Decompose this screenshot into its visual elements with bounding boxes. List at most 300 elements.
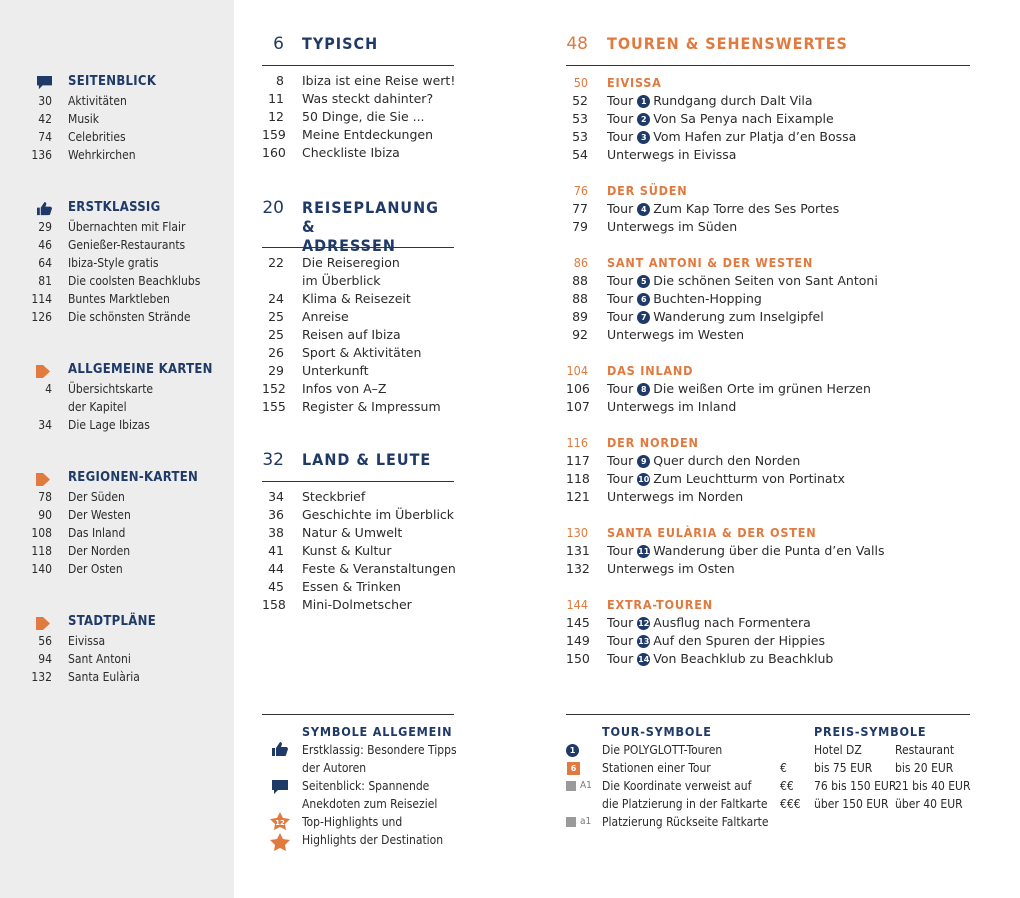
page-number: 26 — [268, 345, 284, 360]
toc-item-label: Register & Impressum — [302, 399, 441, 414]
section-title-line: TYPISCH — [302, 34, 379, 53]
section-page-number: 48 — [566, 34, 588, 54]
section-title — [302, 450, 431, 469]
sidebar-item[interactable] — [0, 398, 234, 416]
tour-item-label: Zum Leuchtturm von Portinatx — [653, 471, 845, 486]
page-number: 159 — [262, 127, 286, 142]
region-title: DAS INLAND — [607, 363, 694, 378]
speech-bubble-icon — [36, 75, 53, 90]
page-number: 132 — [31, 670, 52, 684]
sidebar-item[interactable] — [0, 416, 234, 434]
section-title-line: ADRESSEN — [302, 236, 396, 255]
toc-item[interactable] — [262, 560, 454, 578]
tour-number-badge: 8 — [637, 383, 650, 396]
sidebar-item-label: Eivissa — [68, 634, 106, 648]
toc-item[interactable] — [262, 596, 454, 614]
tour-word: Tour — [607, 381, 634, 396]
region-title: EIVISSA — [607, 75, 662, 90]
toc-item-label: Infos von A–Z — [302, 381, 387, 396]
sidebar-section-title: STADTPLÄNE — [68, 614, 156, 629]
toc-item[interactable] — [262, 524, 454, 542]
sidebar-section-header — [0, 74, 234, 92]
page-number: 126 — [31, 310, 52, 324]
toc-item[interactable] — [262, 506, 454, 524]
toc-item-label: Geschichte im Überblick — [302, 507, 455, 522]
sidebar-section-header — [0, 470, 234, 488]
tours-section-header[interactable] — [566, 32, 970, 66]
price-hotel: über 150 EUR — [814, 797, 889, 811]
tour-word: Tour — [607, 273, 634, 288]
section-title — [302, 34, 378, 53]
tour-item[interactable] — [566, 200, 970, 218]
page-number: 158 — [262, 597, 286, 612]
tour-number-badge: 1 — [637, 95, 650, 108]
sidebar-section-header — [0, 200, 234, 218]
toc-item[interactable] — [262, 344, 454, 362]
toc-section — [262, 196, 454, 416]
page-number: 107 — [566, 399, 590, 414]
tour-region — [566, 524, 970, 578]
page-number: 53 — [572, 111, 588, 126]
price-symbol: €€€ — [780, 797, 801, 811]
toc-item-label: im Überblick — [302, 273, 381, 288]
page-number: 44 — [268, 561, 284, 576]
toc-item[interactable] — [262, 542, 454, 560]
region-title: DER SÜDEN — [607, 183, 688, 198]
tour-item-text — [607, 470, 845, 488]
tour-word: Tour — [607, 633, 634, 648]
tour-item-label: Rundgang durch Dalt Vila — [653, 93, 813, 108]
page-number: 29 — [38, 220, 52, 234]
toc-item-label: Klima & Reisezeit — [302, 291, 411, 306]
page-number: 92 — [572, 327, 588, 342]
sidebar-item-label: Celebrities — [68, 130, 126, 144]
region-header[interactable] — [566, 74, 970, 92]
section-title — [302, 198, 454, 255]
toc-item[interactable] — [262, 362, 454, 380]
tour-item[interactable] — [566, 290, 970, 308]
toc-item[interactable] — [262, 308, 454, 326]
toc-item-label: Feste & Veranstaltungen — [302, 561, 456, 576]
sidebar-section — [0, 362, 234, 434]
sidebar-item-label: Das Inland — [68, 526, 126, 540]
price-hotel: bis 75 EUR — [814, 761, 873, 775]
tour-item-label: Unterwegs im Westen — [607, 327, 745, 342]
sidebar-item[interactable] — [0, 542, 234, 560]
toc-item[interactable] — [262, 144, 454, 162]
toc-item[interactable] — [262, 126, 454, 144]
sidebar-item-label: der Kapitel — [68, 400, 127, 414]
price-restaurant-label: Restaurant — [895, 743, 955, 757]
toc-item-label: Anreise — [302, 309, 349, 324]
page-number: 4 — [45, 382, 52, 396]
toc-item-label: Steckbrief — [302, 489, 366, 504]
tour-item-text — [607, 92, 813, 110]
page-number: 118 — [566, 471, 590, 486]
legend-line: Platzierung Rückseite Faltkarte — [602, 815, 769, 829]
tour-item[interactable] — [566, 470, 970, 488]
price-symbol: €€ — [780, 779, 794, 793]
tour-item-text — [607, 542, 885, 560]
page-number: 149 — [566, 633, 590, 648]
map-ref-back-icon — [566, 817, 576, 827]
legend-line: Die Koordinate verweist auf — [602, 779, 752, 793]
sidebar-section-title: ERSTKLASSIG — [68, 200, 161, 215]
tour-item-text — [607, 488, 743, 506]
sidebar-item-label: Genießer-Restaurants — [68, 238, 186, 252]
tour-number-badge: 12 — [638, 619, 650, 628]
sidebar-item-label: Die coolsten Beachklubs — [68, 274, 201, 288]
map-ref-label: A1 — [580, 780, 592, 791]
tour-number-badge: 7 — [637, 311, 650, 324]
toc-item[interactable] — [262, 90, 454, 108]
sidebar-item[interactable] — [0, 110, 234, 128]
page-number: 77 — [572, 201, 588, 216]
tour-item-text — [607, 146, 736, 164]
toc-item[interactable] — [262, 72, 454, 90]
page-number: 8 — [276, 73, 284, 88]
tour-item-text — [607, 326, 744, 344]
sidebar-section-header — [0, 362, 234, 380]
page-number: 53 — [572, 129, 588, 144]
map-ref-icon — [566, 781, 576, 791]
tour-item-text — [607, 452, 800, 470]
tour-item[interactable] — [566, 542, 970, 560]
sidebar-item[interactable] — [0, 506, 234, 524]
region-header[interactable] — [566, 434, 970, 452]
tour-item-text — [607, 218, 737, 236]
toc-section-header[interactable] — [262, 448, 454, 482]
toc-item-label: Kunst & Kultur — [302, 543, 392, 558]
thumbs-up-icon — [36, 201, 53, 216]
tour-item[interactable] — [566, 650, 970, 668]
section-title: TOUREN & SEHENSWERTES — [607, 34, 848, 53]
toc-list — [262, 488, 454, 614]
region-header[interactable] — [566, 596, 970, 614]
tour-number-badge: 10 — [638, 475, 650, 484]
page-number: 34 — [38, 418, 52, 432]
tour-item-label: Quer durch den Norden — [653, 453, 801, 468]
tour-item[interactable] — [566, 452, 970, 470]
page-number: 136 — [31, 148, 52, 162]
page-number: 76 — [573, 183, 588, 198]
legend-tour-title: TOUR-SYMBOLE — [602, 724, 712, 739]
page-number: 79 — [572, 219, 588, 234]
tour-item-label: Ausflug nach Formentera — [653, 615, 811, 630]
tour-station-square-icon: 6 — [567, 762, 580, 775]
arrow-right-icon — [36, 471, 53, 486]
sidebar-item[interactable] — [0, 218, 234, 236]
page-number: 160 — [262, 145, 286, 160]
tour-word: Tour — [607, 291, 634, 306]
tour-region — [566, 254, 970, 344]
sidebar-item-label: Die schönsten Strände — [68, 310, 191, 324]
tour-word: Tour — [607, 129, 634, 144]
tour-item[interactable] — [566, 272, 970, 290]
section-page-number: 32 — [262, 450, 284, 470]
tour-item-label: Unterwegs im Osten — [607, 561, 735, 576]
toc-item-label: 50 Dinge, die Sie ... — [302, 109, 425, 124]
page-number: 78 — [38, 490, 52, 504]
toc-item[interactable] — [262, 290, 454, 308]
toc-section — [262, 32, 454, 162]
toc-item[interactable] — [566, 326, 970, 344]
sidebar-item-label: Der Norden — [68, 544, 131, 558]
tour-word: Tour — [607, 201, 634, 216]
page-number: 118 — [31, 544, 52, 558]
page-number: 132 — [566, 561, 590, 576]
toc-item-label: Die Reiseregion — [302, 255, 400, 270]
tour-word: Tour — [607, 651, 634, 666]
page-number: 41 — [268, 543, 284, 558]
tour-region — [566, 434, 970, 506]
sidebar-item-label: Wehrkirchen — [68, 148, 136, 162]
highlight-star-icon — [269, 832, 291, 852]
tour-item-text — [607, 110, 834, 128]
page-number: 52 — [572, 93, 588, 108]
tour-number-badge: 3 — [637, 131, 650, 144]
sidebar-item-label: Musik — [68, 112, 100, 126]
legend-line: die Platzierung in der Faltkarte — [602, 797, 768, 811]
section-page-number: 20 — [262, 198, 284, 218]
toc-item[interactable] — [262, 272, 454, 290]
page-number: 155 — [262, 399, 286, 414]
region-header[interactable] — [566, 182, 970, 200]
sidebar-item[interactable] — [0, 146, 234, 164]
sidebar-item-label: Die Lage Ibizas — [68, 418, 150, 432]
sidebar-item[interactable] — [0, 560, 234, 578]
tour-item-label: Vom Hafen zur Platja d’en Bossa — [653, 129, 857, 144]
toc-section — [262, 448, 454, 614]
tour-item-label: Auf den Spuren der Hippies — [653, 633, 825, 648]
region-title: SANTA EULÀRIA & DER OSTEN — [607, 525, 817, 540]
sidebar-item[interactable] — [0, 668, 234, 686]
tour-number-badge: 14 — [638, 655, 650, 664]
section-title-line: LAND & LEUTE — [302, 450, 432, 469]
tour-item-text — [607, 560, 735, 578]
page-number: 104 — [566, 363, 588, 378]
tour-item-text — [607, 614, 811, 632]
page-number: 116 — [566, 435, 588, 450]
toc-item[interactable] — [262, 380, 454, 398]
page-number: 64 — [38, 256, 52, 270]
legend-line: Erstklassig: Besondere Tipps — [302, 743, 457, 757]
tour-number-badge: 5 — [637, 275, 650, 288]
sidebar-item[interactable] — [0, 632, 234, 650]
toc-item[interactable] — [262, 578, 454, 596]
region-header[interactable] — [566, 362, 970, 380]
tour-item-text — [607, 380, 871, 398]
legend-line: Top-Highlights und — [302, 815, 403, 829]
toc-item[interactable] — [566, 146, 970, 164]
sidebar-item[interactable] — [0, 488, 234, 506]
tour-item-text — [607, 272, 878, 290]
region-title: EXTRA-TOUREN — [607, 597, 713, 612]
page-number: 45 — [268, 579, 284, 594]
tour-word: Tour — [607, 453, 634, 468]
sidebar — [0, 0, 234, 898]
sidebar-section — [0, 614, 234, 686]
map-ref-back-label: a1 — [580, 816, 592, 827]
sidebar-section-title: ALLGEMEINE KARTEN — [68, 362, 213, 377]
page-number: 86 — [573, 255, 588, 270]
toc-list — [262, 72, 454, 162]
toc-section-header[interactable] — [262, 32, 454, 66]
legend-line: der Autoren — [302, 761, 367, 775]
page-number: 94 — [38, 652, 52, 666]
tour-word: Tour — [607, 471, 634, 486]
toc-item-label: Sport & Aktivitäten — [302, 345, 422, 360]
tour-item-text — [607, 398, 736, 416]
tour-item-text — [607, 128, 856, 146]
page-number: 121 — [566, 489, 590, 504]
toc-item[interactable] — [262, 108, 454, 126]
sidebar-item[interactable] — [0, 254, 234, 272]
sidebar-item[interactable] — [0, 524, 234, 542]
section-title-line: REISEPLANUNG & — [302, 198, 439, 236]
tour-word: Tour — [607, 615, 634, 630]
page-number: 81 — [38, 274, 52, 288]
page-number: 24 — [268, 291, 284, 306]
tour-item[interactable] — [566, 632, 970, 650]
legend-line: Seitenblick: Spannende — [302, 779, 430, 793]
toc-item[interactable] — [262, 254, 454, 272]
tour-region — [566, 74, 970, 164]
sidebar-item-label: Sant Antoni — [68, 652, 131, 666]
section-page-number: 6 — [273, 34, 284, 54]
tour-item[interactable] — [566, 128, 970, 146]
sidebar-item[interactable] — [0, 650, 234, 668]
legend-general — [262, 714, 457, 864]
page-number: 145 — [566, 615, 590, 630]
region-header[interactable] — [566, 254, 970, 272]
toc-item[interactable] — [566, 560, 970, 578]
page-number: 34 — [268, 489, 284, 504]
page-number: 50 — [573, 75, 588, 90]
price-restaurant: bis 20 EUR — [895, 761, 954, 775]
sidebar-item[interactable] — [0, 92, 234, 110]
region-title: DER NORDEN — [607, 435, 699, 450]
legend-line: Die POLYGLOTT-Touren — [602, 743, 723, 757]
tour-item[interactable] — [566, 380, 970, 398]
toc-item-label: Mini-Dolmetscher — [302, 597, 412, 612]
page-number: 117 — [566, 453, 590, 468]
legend-general-title: SYMBOLE ALLGEMEIN — [302, 724, 453, 739]
tour-item[interactable] — [566, 92, 970, 110]
price-hotel: 76 bis 150 EUR — [814, 779, 897, 793]
tour-badge-icon: 1 — [566, 744, 579, 757]
page-number: 88 — [572, 291, 588, 306]
sidebar-section-title: REGIONEN-KARTEN — [68, 470, 199, 485]
sidebar-section — [0, 200, 234, 326]
page-number: 25 — [268, 327, 284, 342]
tour-item-label: Unterwegs im Süden — [607, 219, 738, 234]
toc-section-header[interactable] — [262, 196, 454, 255]
tour-item-label: Zum Kap Torre des Ses Portes — [653, 201, 840, 216]
tour-item-text — [607, 308, 824, 326]
arrow-right-icon — [36, 363, 53, 378]
tour-item-label: Unterwegs im Inland — [607, 399, 737, 414]
tour-item-text — [607, 650, 833, 668]
tour-item-label: Die schönen Seiten von Sant Antoni — [653, 273, 878, 288]
page-number: 88 — [572, 273, 588, 288]
page-number: 12 — [268, 109, 284, 124]
tour-item-label: Wanderung zum Inselgipfel — [653, 309, 824, 324]
price-restaurant: 21 bis 40 EUR — [895, 779, 971, 793]
sidebar-section — [0, 74, 234, 164]
sidebar-item[interactable] — [0, 290, 234, 308]
tour-number-badge: 2 — [637, 113, 650, 126]
tour-item-text — [607, 290, 762, 308]
sidebar-item[interactable] — [0, 272, 234, 290]
tour-item[interactable] — [566, 614, 970, 632]
sidebar-section — [0, 470, 234, 578]
sidebar-item-label: Der Osten — [68, 562, 123, 576]
tour-item[interactable] — [566, 308, 970, 326]
page-number: 46 — [38, 238, 52, 252]
sidebar-item-label: Der Westen — [68, 508, 131, 522]
sidebar-item[interactable] — [0, 308, 234, 326]
toc-item-label: Was steckt dahinter? — [302, 91, 434, 106]
page-number: 131 — [566, 543, 590, 558]
sidebar-item-label: Ibiza-Style gratis — [68, 256, 159, 270]
region-title: SANT ANTONI & DER WESTEN — [607, 255, 814, 270]
sidebar-item[interactable] — [0, 380, 234, 398]
tour-region — [566, 182, 970, 236]
sidebar-item-label: Der Süden — [68, 490, 125, 504]
tour-word: Tour — [607, 93, 634, 108]
tour-item[interactable] — [566, 110, 970, 128]
toc-item[interactable] — [566, 218, 970, 236]
page-number: 106 — [566, 381, 590, 396]
page-number: 90 — [38, 508, 52, 522]
sidebar-section-title: SEITENBLICK — [68, 74, 157, 89]
tour-number-badge: 4 — [637, 203, 650, 216]
price-hotel-label: Hotel DZ — [814, 743, 862, 757]
page-number: 30 — [38, 94, 52, 108]
page-number: 29 — [268, 363, 284, 378]
page-number: 56 — [38, 634, 52, 648]
tour-number-badge: 9 — [637, 455, 650, 468]
page-number: 150 — [566, 651, 590, 666]
sidebar-item[interactable] — [0, 128, 234, 146]
tour-number-badge: 13 — [638, 637, 650, 646]
sidebar-item-label: Aktivitäten — [68, 94, 127, 108]
page-number: 108 — [31, 526, 52, 540]
toc-item-label: Checkliste Ibiza — [302, 145, 400, 160]
tour-item-label: Buchten-Hopping — [653, 291, 762, 306]
page-number: 22 — [268, 255, 284, 270]
toc-item-label: Meine Entdeckungen — [302, 127, 433, 142]
legend-line: Highlights der Destination — [302, 833, 444, 847]
sidebar-item-label: Buntes Marktleben — [68, 292, 170, 306]
price-symbol: € — [780, 761, 787, 775]
toc-item[interactable] — [262, 398, 454, 416]
toc-item[interactable] — [262, 326, 454, 344]
region-header[interactable] — [566, 524, 970, 542]
toc-item[interactable] — [566, 488, 970, 506]
toc-list — [262, 254, 454, 416]
legend-line: Anekdoten zum Reiseziel — [302, 797, 438, 811]
toc-item[interactable] — [566, 398, 970, 416]
toc-item-label: Essen & Trinken — [302, 579, 401, 594]
sidebar-item[interactable] — [0, 236, 234, 254]
legend-price-title: PREIS-SYMBOLE — [814, 724, 927, 739]
page-number: 114 — [31, 292, 52, 306]
page-number: 74 — [38, 130, 52, 144]
toc-item[interactable] — [262, 488, 454, 506]
toc-item-label: Reisen auf Ibiza — [302, 327, 401, 342]
